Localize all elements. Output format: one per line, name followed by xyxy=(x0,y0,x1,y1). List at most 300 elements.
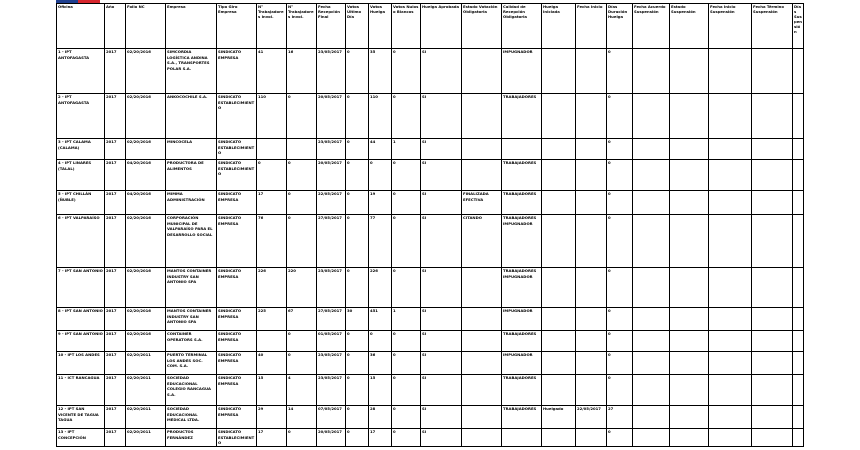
table-cell xyxy=(462,308,502,331)
table-cell: 0 xyxy=(392,331,421,352)
table-row xyxy=(57,406,804,429)
table-cell: 02/20/2016 xyxy=(126,49,166,94)
column-header: Empresa xyxy=(166,4,217,49)
table-cell xyxy=(709,308,752,331)
table-cell xyxy=(793,191,804,215)
table-cell: 14 xyxy=(287,406,317,429)
table-cell: 0 xyxy=(392,429,421,447)
table-cell: 2017 xyxy=(105,375,126,406)
table-cell: 17 xyxy=(257,191,287,215)
table-cell: 6 - IPT VALPARAÍSO xyxy=(57,215,105,268)
table-cell: 2017 xyxy=(105,94,126,139)
table-cell: SI xyxy=(421,94,462,139)
table-cell xyxy=(542,191,576,215)
table-cell: 5 - IPT CHILLÁN (ÑUBLE) xyxy=(57,191,105,215)
table-row xyxy=(57,160,804,191)
table-cell xyxy=(670,160,709,191)
table-cell xyxy=(709,331,752,352)
table-cell xyxy=(709,139,752,160)
table-cell: 77 xyxy=(369,215,392,268)
table-cell: 0 xyxy=(257,160,287,191)
table-cell xyxy=(752,331,793,352)
table-cell xyxy=(257,331,287,352)
column-header: Calidad de Recepción Obligatoria xyxy=(502,4,542,49)
table-cell: 04/20/2016 xyxy=(126,191,166,215)
table-cell xyxy=(542,331,576,352)
table-row xyxy=(57,94,804,139)
column-header: Fecha Recepción Final xyxy=(317,4,346,49)
table-cell: 0 xyxy=(607,49,633,94)
table-cell xyxy=(633,215,670,268)
table-cell xyxy=(752,375,793,406)
table-cell: IMPUGNADOR xyxy=(502,308,542,331)
table-cell xyxy=(793,429,804,447)
table-cell: 0 xyxy=(607,139,633,160)
table-cell xyxy=(542,94,576,139)
table-cell: 20/05/2017 xyxy=(317,94,346,139)
table-cell xyxy=(670,139,709,160)
table-cell: 04/20/2016 xyxy=(126,160,166,191)
table-cell: PRODUCTOS FERNÁNDEZ xyxy=(166,429,217,447)
table-cell: SI xyxy=(421,49,462,94)
table-cell xyxy=(709,94,752,139)
table-cell: 23/05/2017 xyxy=(317,139,346,160)
table-cell: SI xyxy=(421,268,462,308)
column-header: Fecha Inicio xyxy=(576,4,607,49)
table-cell: 12 - IPT SAN VICENTE DE TAGUA TAGUA xyxy=(57,406,105,429)
column-header: Estado Votación Obligatoria xyxy=(462,4,502,49)
table-cell: 23/05/2017 xyxy=(317,268,346,308)
table-cell: MANTOS CONTAINER INDUSTRY SAN ANTONIO SPA xyxy=(166,268,217,308)
table-cell xyxy=(633,331,670,352)
table-cell: 0 xyxy=(392,191,421,215)
table-cell: 0 xyxy=(392,375,421,406)
table-cell: 2 - IPT ANTOFAGASTA xyxy=(57,94,105,139)
table-cell: 0 xyxy=(346,191,369,215)
table-cell: CITANDO xyxy=(462,215,502,268)
table-cell xyxy=(633,49,670,94)
table-cell xyxy=(633,375,670,406)
table-cell: 0 xyxy=(392,352,421,375)
table-cell: SI xyxy=(421,191,462,215)
table-cell: 27/05/2017 xyxy=(317,308,346,331)
table-cell: SINDICATO ESTABLECIMIENTO xyxy=(217,160,257,191)
table-cell xyxy=(542,352,576,375)
table-cell xyxy=(462,49,502,94)
table-cell xyxy=(576,375,607,406)
table-cell: SI xyxy=(421,352,462,375)
table-cell: 2017 xyxy=(105,139,126,160)
table-header-row xyxy=(57,4,804,49)
table-cell: 0 xyxy=(607,160,633,191)
table-cell xyxy=(793,352,804,375)
table-cell xyxy=(542,160,576,191)
table-cell xyxy=(462,352,502,375)
table-cell: 16 xyxy=(287,49,317,94)
table-cell: 01/05/2017 xyxy=(317,331,346,352)
table-cell xyxy=(752,139,793,160)
table-cell xyxy=(670,406,709,429)
table-cell xyxy=(709,375,752,406)
table-cell: 15 xyxy=(257,375,287,406)
table-cell: ANKOCOCHILE S.A. xyxy=(166,94,217,139)
table-cell: 2017 xyxy=(105,406,126,429)
table-row xyxy=(57,308,804,331)
table-cell xyxy=(752,94,793,139)
table-cell: TRABAJADORES IMPUGNADOR xyxy=(502,268,542,308)
table-cell: 0 xyxy=(607,375,633,406)
table-cell: 0 xyxy=(607,94,633,139)
table-cell: SINDICATO ESTABLECIMIENTO xyxy=(217,139,257,160)
table-cell: SI xyxy=(421,215,462,268)
table-cell: 02/20/2016 xyxy=(126,215,166,268)
table-cell: 0 xyxy=(346,160,369,191)
table-cell: 22/05/2017 xyxy=(317,191,346,215)
table-cell: 44 xyxy=(369,139,392,160)
table-cell: 20/05/2017 xyxy=(317,160,346,191)
table-cell xyxy=(752,352,793,375)
table-cell xyxy=(670,429,709,447)
column-header: Votos Último Día xyxy=(346,4,369,49)
table-cell xyxy=(670,268,709,308)
table-cell: 0 xyxy=(346,215,369,268)
table-cell: 0 xyxy=(287,191,317,215)
table-row xyxy=(57,268,804,308)
table-cell: 02/20/2016 xyxy=(126,331,166,352)
table-cell: 29 xyxy=(257,406,287,429)
table-cell xyxy=(633,268,670,308)
table-cell: 2017 xyxy=(105,352,126,375)
table-cell: 2017 xyxy=(105,160,126,191)
table-cell xyxy=(576,94,607,139)
table-cell xyxy=(576,191,607,215)
table-cell: 19 xyxy=(369,191,392,215)
table-cell: SINDICATO EMPRESA xyxy=(217,308,257,331)
table-cell: TRABAJADORES xyxy=(502,160,542,191)
column-header: Votos Huelga xyxy=(369,4,392,49)
table-cell: SI xyxy=(421,160,462,191)
column-header: N° Trabajadores Invol. xyxy=(287,4,317,49)
table-cell: SIMCORDIA LOGÍSTICA ANDINA S.A., TRANSPORTES POLAR S.A. xyxy=(166,49,217,94)
table-cell xyxy=(752,215,793,268)
table-cell xyxy=(709,160,752,191)
table-cell xyxy=(542,49,576,94)
table-cell: 451 xyxy=(369,308,392,331)
table-cell: SINDICATO EMPRESA xyxy=(217,191,257,215)
table-cell: 0 xyxy=(287,352,317,375)
table-cell xyxy=(793,375,804,406)
table-cell: 0 xyxy=(607,352,633,375)
table-row xyxy=(57,191,804,215)
table-cell: 2017 xyxy=(105,331,126,352)
table-cell: 0 xyxy=(392,268,421,308)
table-cell xyxy=(576,331,607,352)
table-cell: 30 xyxy=(346,308,369,331)
table-cell xyxy=(576,160,607,191)
table-cell: TRABAJADORES xyxy=(502,375,542,406)
table-cell xyxy=(793,268,804,308)
table-cell xyxy=(462,160,502,191)
table-cell: 0 xyxy=(287,160,317,191)
table-cell: 02/20/2016 xyxy=(126,94,166,139)
column-header: Huelga Iniciada xyxy=(542,4,576,49)
table-cell xyxy=(576,308,607,331)
table-cell xyxy=(287,139,317,160)
table-cell xyxy=(752,191,793,215)
table-cell: SI xyxy=(421,308,462,331)
table-cell: 41 xyxy=(257,49,287,94)
table-row xyxy=(57,49,804,94)
table-cell: 0 xyxy=(392,94,421,139)
table-cell xyxy=(709,268,752,308)
column-header: Huelga Aprobada xyxy=(421,4,462,49)
table-cell: 0 xyxy=(607,308,633,331)
table-cell xyxy=(462,94,502,139)
table-cell: 20/05/2017 xyxy=(317,429,346,447)
table-cell xyxy=(462,331,502,352)
table-cell: 226 xyxy=(257,268,287,308)
table-cell xyxy=(793,139,804,160)
table-cell: IMPUGNADOR xyxy=(502,352,542,375)
table-cell: SINDICATO EMPRESA xyxy=(217,268,257,308)
table-cell xyxy=(670,375,709,406)
table-cell xyxy=(709,429,752,447)
table-cell: 0 xyxy=(369,331,392,352)
table-cell: SINDICATO EMPRESA xyxy=(217,406,257,429)
table-cell: SOCIEDAD EDUCACIONAL COLEGIO RANCAGUA S.A. xyxy=(166,375,217,406)
table-cell: 02/20/2011 xyxy=(126,352,166,375)
table-cell xyxy=(752,268,793,308)
column-header: Oficina xyxy=(57,4,105,49)
table-cell: 9 - IPT SAN ANTONIO xyxy=(57,331,105,352)
table-cell xyxy=(793,331,804,352)
table-cell xyxy=(462,406,502,429)
table-cell: SINDICATO ESTABLECIMIENTO xyxy=(217,94,257,139)
table-cell: 0 xyxy=(392,215,421,268)
table-cell: TRABAJADORES xyxy=(502,406,542,429)
table-cell: 0 xyxy=(392,160,421,191)
table-cell: 1 xyxy=(392,139,421,160)
table-cell xyxy=(793,215,804,268)
table-cell: 17 xyxy=(369,429,392,447)
table-cell xyxy=(542,215,576,268)
table-cell: 27 xyxy=(607,406,633,429)
table-cell: MANTOS CONTAINER INDUSTRY SAN ANTONIO SPA xyxy=(166,308,217,331)
table-cell xyxy=(633,406,670,429)
table-cell xyxy=(542,268,576,308)
strikes-table xyxy=(56,3,804,447)
table-row xyxy=(57,375,804,406)
table-cell: 0 xyxy=(607,331,633,352)
table-cell xyxy=(576,352,607,375)
table-cell: 225 xyxy=(257,308,287,331)
table-cell: 0 xyxy=(392,49,421,94)
table-cell xyxy=(542,429,576,447)
table-cell: TRABAJADORES xyxy=(502,94,542,139)
table-cell xyxy=(709,191,752,215)
column-header: Folio NC xyxy=(126,4,166,49)
table-cell: 4 xyxy=(287,375,317,406)
table-cell: 28 xyxy=(369,406,392,429)
table-cell: 0 xyxy=(287,215,317,268)
table-cell: SI xyxy=(421,375,462,406)
table-cell: SINDICATO EMPRESA xyxy=(217,331,257,352)
table-cell: 1 xyxy=(392,308,421,331)
table-cell xyxy=(502,139,542,160)
table-cell xyxy=(793,406,804,429)
table-cell: 0 xyxy=(346,406,369,429)
table-cell xyxy=(752,160,793,191)
table-cell: 22/05/2017 xyxy=(576,406,607,429)
table-cell xyxy=(752,429,793,447)
table-cell: 1 - IPT ANTOFAGASTA xyxy=(57,49,105,94)
table-cell: 02/20/2011 xyxy=(126,375,166,406)
table-cell: 2017 xyxy=(105,268,126,308)
table-cell: 0 xyxy=(346,268,369,308)
table-cell: 27/05/2017 xyxy=(317,215,346,268)
table-cell: 11 - ICT RANCAGUA xyxy=(57,375,105,406)
table-cell xyxy=(670,94,709,139)
table-cell xyxy=(670,308,709,331)
table-cell: 0 xyxy=(287,429,317,447)
table-cell: 10 - IPT LOS ANDES xyxy=(57,352,105,375)
table-cell: 0 xyxy=(607,191,633,215)
table-cell: 2017 xyxy=(105,215,126,268)
table-cell: 110 xyxy=(369,94,392,139)
table-cell: 226 xyxy=(369,268,392,308)
table-cell xyxy=(670,49,709,94)
column-header: Fecha Inicio Suspensión xyxy=(709,4,752,49)
table-cell: SI xyxy=(421,406,462,429)
table-cell: 0 xyxy=(607,429,633,447)
table-cell: 76 xyxy=(257,215,287,268)
table-cell: 23/05/2017 xyxy=(317,375,346,406)
table-cell: TRABAJADORES xyxy=(502,331,542,352)
table-cell: 110 xyxy=(257,94,287,139)
column-header: Días Suspensión xyxy=(793,4,804,49)
table-cell: PRODUCTORA DE ALIMENTOS xyxy=(166,160,217,191)
column-header: Tipo Giro Empresa xyxy=(217,4,257,49)
table-cell: 0 xyxy=(346,429,369,447)
table-cell xyxy=(633,352,670,375)
table-cell: 0 xyxy=(346,94,369,139)
table-cell xyxy=(752,308,793,331)
table-cell: 02/20/2016 xyxy=(126,268,166,308)
table-cell xyxy=(709,352,752,375)
table-cell xyxy=(670,215,709,268)
table-cell: 0 xyxy=(607,268,633,308)
table-cell xyxy=(633,191,670,215)
table-cell xyxy=(793,94,804,139)
table-cell: 40 xyxy=(257,352,287,375)
table-row xyxy=(57,139,804,160)
column-header: Días Duración Huelga xyxy=(607,4,633,49)
table-cell xyxy=(502,429,542,447)
table-cell: 02/20/2016 xyxy=(126,308,166,331)
table-cell: 220 xyxy=(287,268,317,308)
table-cell xyxy=(709,49,752,94)
column-header: Fecha Acuerdo Suspensión xyxy=(633,4,670,49)
table-cell: 13 - IPT CONCEPCIÓN xyxy=(57,429,105,447)
table-cell: 0 xyxy=(346,375,369,406)
table-cell xyxy=(752,49,793,94)
table-cell xyxy=(576,49,607,94)
table-cell: 0 xyxy=(346,331,369,352)
table-cell: 0 xyxy=(346,139,369,160)
table-cell: SOCIEDAD EDUCACIONAL MEDICAL LTDA. xyxy=(166,406,217,429)
table-cell xyxy=(462,429,502,447)
table-cell xyxy=(576,215,607,268)
table-cell: 0 xyxy=(607,215,633,268)
table-cell: CONTAINER OPERATORS S.A. xyxy=(166,331,217,352)
table-cell: 0 xyxy=(346,352,369,375)
table-cell xyxy=(670,331,709,352)
table-cell: PUERTO TERMINAL LOS ANDES SOC. COM. S.A. xyxy=(166,352,217,375)
table-cell: 17 xyxy=(257,429,287,447)
table-cell: MIMMA ADMINISTRACIÓN xyxy=(166,191,217,215)
column-header: Votos Nulos o Blancos xyxy=(392,4,421,49)
table-cell xyxy=(462,268,502,308)
table-cell: 0 xyxy=(287,331,317,352)
table-cell: 0 xyxy=(392,406,421,429)
table-cell: 2017 xyxy=(105,49,126,94)
table-cell: 67 xyxy=(287,308,317,331)
table-cell xyxy=(633,139,670,160)
table-cell: SINDICATO EMPRESA xyxy=(217,49,257,94)
table-cell xyxy=(462,375,502,406)
table-cell: 2017 xyxy=(105,308,126,331)
table-row xyxy=(57,331,804,352)
table-cell: SI xyxy=(421,429,462,447)
table-cell xyxy=(633,94,670,139)
table-cell xyxy=(462,139,502,160)
table-cell: 07/05/2017 xyxy=(317,406,346,429)
table-cell xyxy=(633,160,670,191)
table-cell: SI xyxy=(421,139,462,160)
table-cell: SI xyxy=(421,331,462,352)
column-header: Fecha Término Suspensión xyxy=(752,4,793,49)
table-cell: 02/20/2011 xyxy=(126,429,166,447)
table-cell xyxy=(257,139,287,160)
table-cell xyxy=(709,215,752,268)
table-cell: 3 - IPT CALAMA (CALAMA) xyxy=(57,139,105,160)
table-cell: 15 xyxy=(369,375,392,406)
table-cell: 36 xyxy=(369,352,392,375)
table-cell xyxy=(633,429,670,447)
table-cell: 23/05/2017 xyxy=(317,352,346,375)
table-cell: 0 xyxy=(346,49,369,94)
table-cell: Huelgado xyxy=(542,406,576,429)
table-cell: CORPORACIÓN MUNICIPAL DE VALPARAÍSO PARA EL DESARROLLO SOCIAL xyxy=(166,215,217,268)
table-cell: FINALIZADA EFECTIVA xyxy=(462,191,502,215)
column-header: N° Trabajadores Invol. xyxy=(257,4,287,49)
table-cell xyxy=(576,429,607,447)
table-cell: SINDICATO ESTABLECIMIENTO xyxy=(217,429,257,447)
table-cell xyxy=(576,268,607,308)
table-cell: TRABAJADORES xyxy=(502,191,542,215)
table-cell: SINDICATO EMPRESA xyxy=(217,215,257,268)
table-row xyxy=(57,215,804,268)
table-cell: MINCOCELA xyxy=(166,139,217,160)
table-cell xyxy=(793,160,804,191)
table-cell: TRABAJADORES IMPUGNADOR xyxy=(502,215,542,268)
table-cell xyxy=(542,375,576,406)
table-cell: 2017 xyxy=(105,191,126,215)
table-cell xyxy=(670,352,709,375)
table-cell: 2017 xyxy=(105,429,126,447)
table-cell: 0 xyxy=(287,94,317,139)
table-cell: SINDICATO EMPRESA xyxy=(217,375,257,406)
